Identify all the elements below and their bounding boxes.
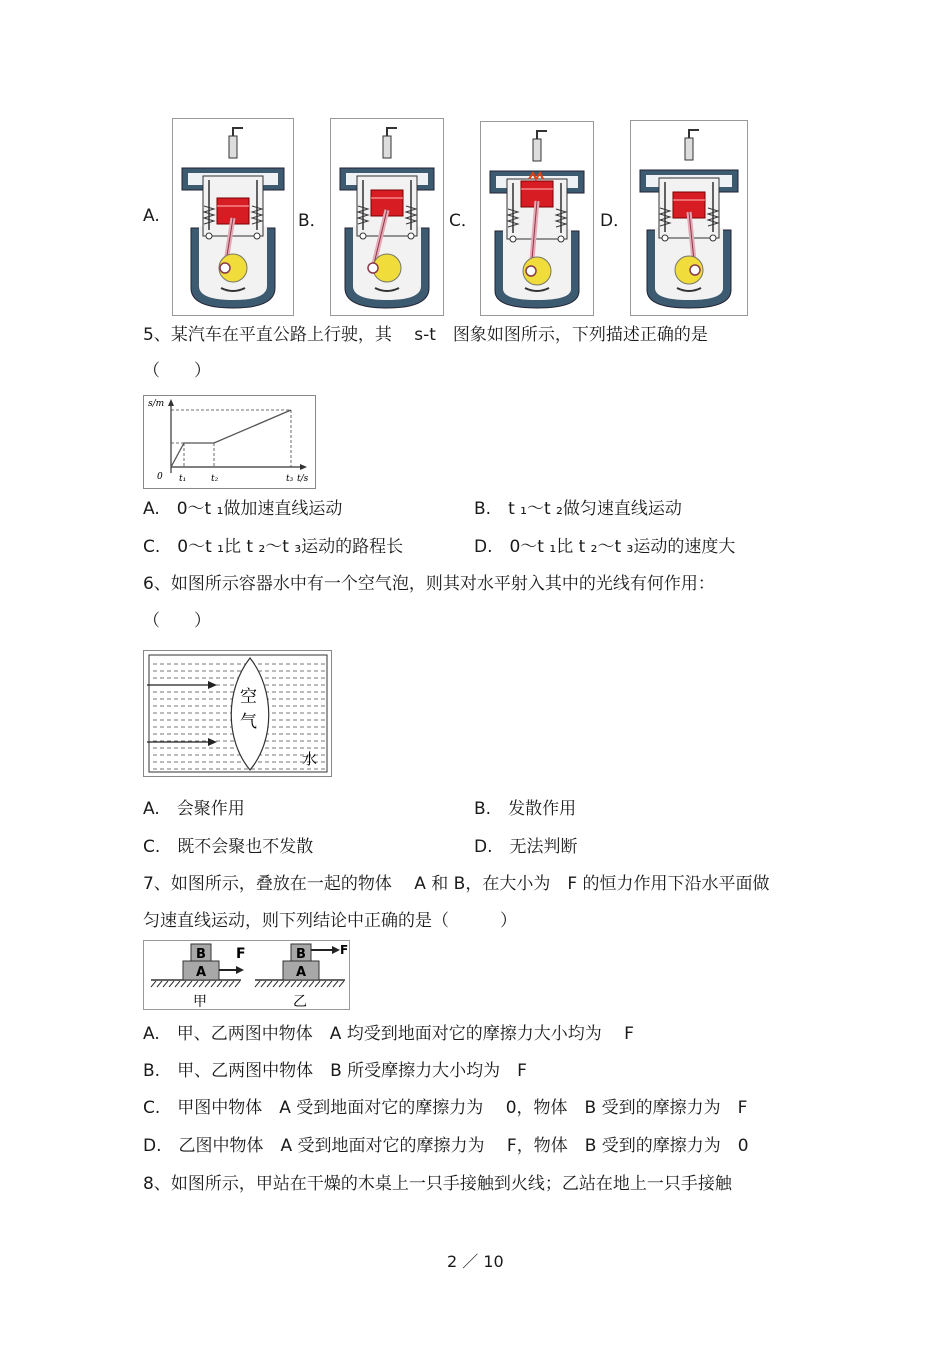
intake-cam	[662, 235, 668, 241]
question-6-option-a: A. 会聚作用	[143, 799, 245, 819]
engine-option-b-label: B．	[298, 211, 327, 231]
question-7-option-c: C. 甲图中物体 A 受到地面对它的摩擦力为 0，物体 B 受到的摩擦力为 F	[143, 1098, 748, 1118]
question-5-stem: 5、某汽车在平直公路上行驶，其 s-t 图象如图所示，下列描述正确的是	[143, 325, 708, 345]
question-7-option-d: D. 乙图中物体 A 受到地面对它的摩擦力为 F，物体 B 受到的摩擦力为 0	[143, 1136, 749, 1156]
exhaust-cam	[558, 236, 564, 242]
crank-pin	[220, 263, 230, 273]
block-b-jia-label: B	[196, 947, 206, 962]
intake-cam	[510, 236, 516, 242]
question-6-paren: （ ）	[143, 611, 211, 631]
st-graph-origin: 0	[157, 472, 163, 482]
block-a-yi-label: A	[296, 965, 307, 980]
water-label: 水	[302, 750, 318, 768]
exhaust-cam	[710, 235, 716, 241]
crank-pin	[690, 265, 700, 275]
spark-plug	[685, 138, 693, 160]
st-graph-tick-t3: t₃	[286, 474, 294, 484]
air-label-2: 气	[240, 712, 257, 732]
question-8-stem: 8、如图所示，甲站在干燥的木桌上一只手接触到火线；乙站在地上一只手接触	[143, 1174, 732, 1194]
exhaust-cam	[254, 233, 260, 239]
exhaust-cam	[408, 233, 414, 239]
st-graph	[143, 395, 316, 489]
st-graph-tick-t1: t₁	[179, 474, 187, 484]
question-7-option-a: A. 甲、乙两图中物体 A 均受到地面对它的摩擦力大小均为 F	[143, 1024, 634, 1044]
spark-plug	[383, 136, 391, 158]
question-6-option-d: D. 无法判断	[474, 837, 578, 857]
force-label-yi: F	[340, 943, 349, 957]
question-5-option-b: B. t ₁～t ₂做匀速直线运动	[474, 499, 682, 519]
question-5-option-d: D. 0～t ₁比 t ₂～t ₃运动的速度大	[474, 537, 736, 557]
engine-option-a-label: A.	[143, 206, 160, 226]
question-6-option-c: C. 既不会聚也不发散	[143, 837, 314, 857]
spark-plug	[533, 139, 541, 161]
engine-diagram-c	[480, 121, 594, 316]
question-5-option-a: A. 0～t ₁做加速直线运动	[143, 499, 343, 519]
caption-jia: 甲	[193, 994, 207, 1010]
question-6-stem: 6、如图所示容器水中有一个空气泡，则其对水平射入其中的光线有何作用：	[143, 574, 715, 594]
engine-diagram-d	[630, 120, 748, 316]
intake-cam	[206, 233, 212, 239]
question-6-option-b: B. 发散作用	[474, 799, 577, 819]
crank-pin	[526, 266, 536, 276]
st-graph-xlabel: t/s	[297, 474, 309, 484]
stacked-blocks-figure	[143, 940, 350, 1010]
question-7-stem-line-2: 匀速直线运动，则下列结论中正确的是（ ）	[143, 911, 517, 931]
intake-cam	[360, 233, 366, 239]
engine-diagram-a	[172, 118, 294, 316]
block-a-jia-label: A	[196, 965, 207, 980]
page-number: 2 ／ 10	[447, 1252, 504, 1271]
air-bubble-figure	[143, 650, 332, 777]
air-label-1: 空	[240, 687, 257, 707]
question-5-option-c: C. 0～t ₁比 t ₂～t ₃运动的路程长	[143, 537, 404, 557]
force-label-jia: F	[236, 946, 246, 962]
caption-yi: 乙	[293, 994, 307, 1010]
engine-diagram-b	[330, 118, 444, 316]
block-b-yi-label: B	[296, 947, 306, 962]
engine-option-c-label: C．	[449, 211, 478, 231]
spark-plug	[229, 136, 237, 158]
crank-pin	[368, 263, 378, 273]
question-7-stem-line-1: 7、如图所示，叠放在一起的物体 A 和 B，在大小为 F 的恒力作用下沿水平面做	[143, 874, 770, 894]
question-7-option-b: B. 甲、乙两图中物体 B 所受摩擦力大小均为 F	[143, 1061, 527, 1081]
st-graph-ylabel: s/m	[148, 399, 165, 409]
question-5-paren: （ ）	[143, 361, 211, 381]
st-graph-tick-t2: t₂	[211, 474, 219, 484]
engine-option-d-label: D．	[600, 211, 631, 231]
